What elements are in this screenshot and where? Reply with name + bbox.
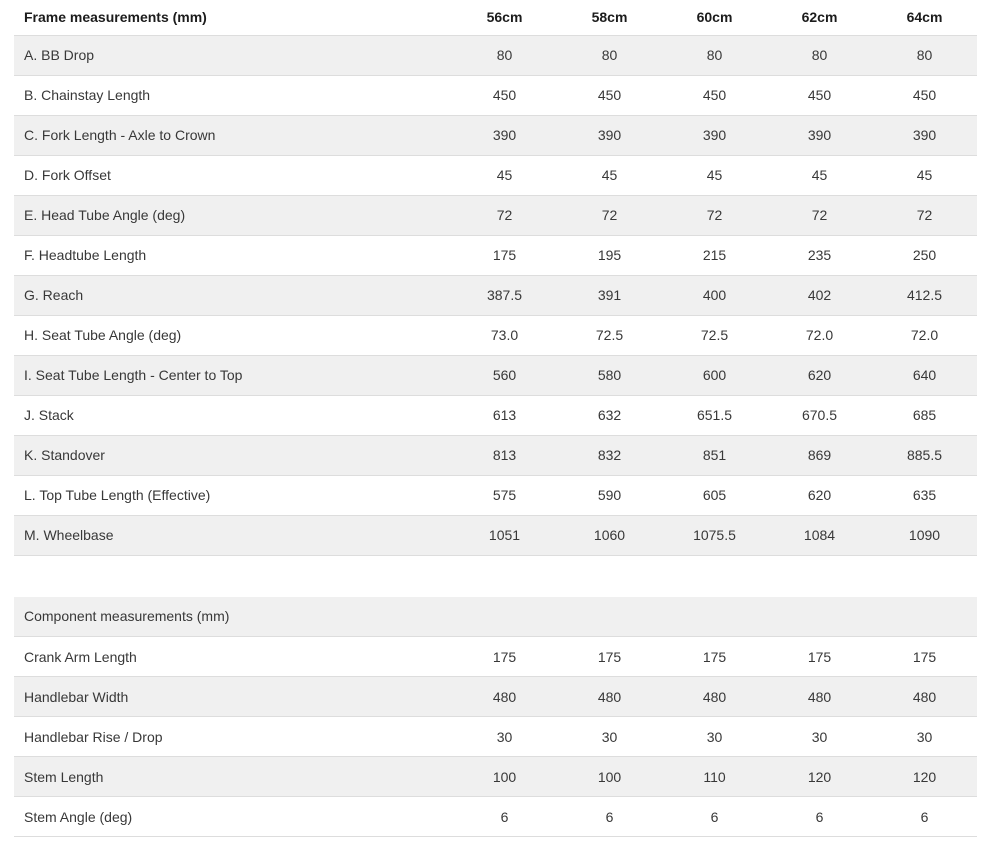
table-row <box>14 315 977 355</box>
row-value: 30 <box>767 717 872 757</box>
table-row <box>14 75 977 115</box>
row-value: 605 <box>662 475 767 515</box>
component-measurements-table <box>14 597 977 838</box>
row-value: 1060 <box>557 515 662 555</box>
row-value: 175 <box>872 637 977 677</box>
row-label: Handlebar Rise / Drop <box>14 717 452 757</box>
row-value: 45 <box>767 155 872 195</box>
table-row <box>14 797 977 837</box>
row-value: 813 <box>452 435 557 475</box>
component-measurements-title: Component measurements (mm) <box>14 597 452 637</box>
row-value: 6 <box>662 797 767 837</box>
row-value: 560 <box>452 355 557 395</box>
row-value: 250 <box>872 235 977 275</box>
row-value: 412.5 <box>872 275 977 315</box>
row-value: 72 <box>557 195 662 235</box>
row-value: 580 <box>557 355 662 395</box>
table-row <box>14 757 977 797</box>
row-value: 72 <box>452 195 557 235</box>
row-value: 635 <box>872 475 977 515</box>
row-value: 175 <box>452 235 557 275</box>
row-label: Stem Length <box>14 757 452 797</box>
row-value: 620 <box>767 475 872 515</box>
table-row <box>14 235 977 275</box>
row-value: 195 <box>557 235 662 275</box>
row-value: 869 <box>767 435 872 475</box>
row-value: 72 <box>872 195 977 235</box>
row-value: 45 <box>872 155 977 195</box>
row-label: C. Fork Length - Axle to Crown <box>14 115 452 155</box>
row-value: 390 <box>767 115 872 155</box>
row-label: M. Wheelbase <box>14 515 452 555</box>
row-value: 72.0 <box>767 315 872 355</box>
section-header-row <box>14 597 977 637</box>
row-value: 6 <box>872 797 977 837</box>
row-value: 400 <box>662 275 767 315</box>
row-value: 175 <box>452 637 557 677</box>
size-column-header: 64cm <box>872 0 977 35</box>
row-value: 1084 <box>767 515 872 555</box>
row-label: I. Seat Tube Length - Center to Top <box>14 355 452 395</box>
row-value: 480 <box>662 677 767 717</box>
frame-measurements-title: Frame measurements (mm) <box>14 0 452 35</box>
row-value: 30 <box>662 717 767 757</box>
table-row <box>14 35 977 75</box>
row-value: 175 <box>767 637 872 677</box>
table-row <box>14 355 977 395</box>
row-value: 600 <box>662 355 767 395</box>
row-value: 480 <box>557 677 662 717</box>
row-value: 1051 <box>452 515 557 555</box>
row-value: 80 <box>452 35 557 75</box>
row-value: 100 <box>452 757 557 797</box>
row-label: H. Seat Tube Angle (deg) <box>14 315 452 355</box>
row-value: 450 <box>767 75 872 115</box>
row-value: 851 <box>662 435 767 475</box>
table-row <box>14 155 977 195</box>
size-column-header: 60cm <box>662 0 767 35</box>
row-value: 613 <box>452 395 557 435</box>
row-value: 390 <box>452 115 557 155</box>
size-column-header: 56cm <box>452 0 557 35</box>
row-value: 450 <box>872 75 977 115</box>
row-value: 6 <box>557 797 662 837</box>
section-header-spacer <box>452 597 977 637</box>
row-value: 45 <box>557 155 662 195</box>
size-column-header: 62cm <box>767 0 872 35</box>
row-value: 45 <box>452 155 557 195</box>
row-value: 885.5 <box>872 435 977 475</box>
row-value: 640 <box>872 355 977 395</box>
row-value: 110 <box>662 757 767 797</box>
frame-measurements-body <box>14 35 977 555</box>
row-value: 450 <box>662 75 767 115</box>
table-header-row <box>14 0 977 35</box>
row-value: 685 <box>872 395 977 435</box>
row-label: F. Headtube Length <box>14 235 452 275</box>
row-value: 80 <box>557 35 662 75</box>
table-row <box>14 435 977 475</box>
row-value: 80 <box>767 35 872 75</box>
table-row <box>14 677 977 717</box>
row-value: 72.5 <box>662 315 767 355</box>
row-value: 1090 <box>872 515 977 555</box>
row-value: 480 <box>872 677 977 717</box>
row-value: 620 <box>767 355 872 395</box>
row-value: 100 <box>557 757 662 797</box>
row-label: L. Top Tube Length (Effective) <box>14 475 452 515</box>
row-label: Stem Angle (deg) <box>14 797 452 837</box>
row-value: 72.0 <box>872 315 977 355</box>
row-label: Crank Arm Length <box>14 637 452 677</box>
row-value: 72.5 <box>557 315 662 355</box>
table-row <box>14 115 977 155</box>
table-row <box>14 637 977 677</box>
row-value: 390 <box>662 115 767 155</box>
row-value: 80 <box>662 35 767 75</box>
row-label: K. Standover <box>14 435 452 475</box>
row-value: 72 <box>767 195 872 235</box>
row-label: Handlebar Width <box>14 677 452 717</box>
table-row <box>14 515 977 555</box>
row-value: 30 <box>557 717 662 757</box>
frame-measurements-table <box>14 0 977 556</box>
table-row <box>14 275 977 315</box>
row-value: 387.5 <box>452 275 557 315</box>
section-gap <box>14 556 977 597</box>
table-row <box>14 717 977 757</box>
row-label: E. Head Tube Angle (deg) <box>14 195 452 235</box>
row-value: 73.0 <box>452 315 557 355</box>
component-measurements-body <box>14 597 977 837</box>
row-value: 590 <box>557 475 662 515</box>
row-value: 632 <box>557 395 662 435</box>
row-value: 450 <box>452 75 557 115</box>
row-value: 480 <box>767 677 872 717</box>
row-value: 575 <box>452 475 557 515</box>
row-value: 6 <box>452 797 557 837</box>
row-value: 120 <box>767 757 872 797</box>
table-row <box>14 195 977 235</box>
row-value: 670.5 <box>767 395 872 435</box>
row-value: 390 <box>872 115 977 155</box>
row-value: 651.5 <box>662 395 767 435</box>
row-value: 175 <box>557 637 662 677</box>
row-value: 235 <box>767 235 872 275</box>
row-value: 480 <box>452 677 557 717</box>
row-value: 391 <box>557 275 662 315</box>
row-label: B. Chainstay Length <box>14 75 452 115</box>
row-label: G. Reach <box>14 275 452 315</box>
row-value: 402 <box>767 275 872 315</box>
row-value: 72 <box>662 195 767 235</box>
row-label: D. Fork Offset <box>14 155 452 195</box>
row-value: 30 <box>452 717 557 757</box>
table-row <box>14 395 977 435</box>
row-value: 1075.5 <box>662 515 767 555</box>
size-column-header: 58cm <box>557 0 662 35</box>
row-value: 80 <box>872 35 977 75</box>
row-value: 390 <box>557 115 662 155</box>
table-row <box>14 475 977 515</box>
row-value: 45 <box>662 155 767 195</box>
row-label: A. BB Drop <box>14 35 452 75</box>
row-value: 120 <box>872 757 977 797</box>
frame-measurements-header <box>14 0 977 35</box>
row-value: 6 <box>767 797 872 837</box>
row-value: 450 <box>557 75 662 115</box>
row-value: 832 <box>557 435 662 475</box>
row-value: 175 <box>662 637 767 677</box>
row-label: J. Stack <box>14 395 452 435</box>
row-value: 30 <box>872 717 977 757</box>
row-value: 215 <box>662 235 767 275</box>
